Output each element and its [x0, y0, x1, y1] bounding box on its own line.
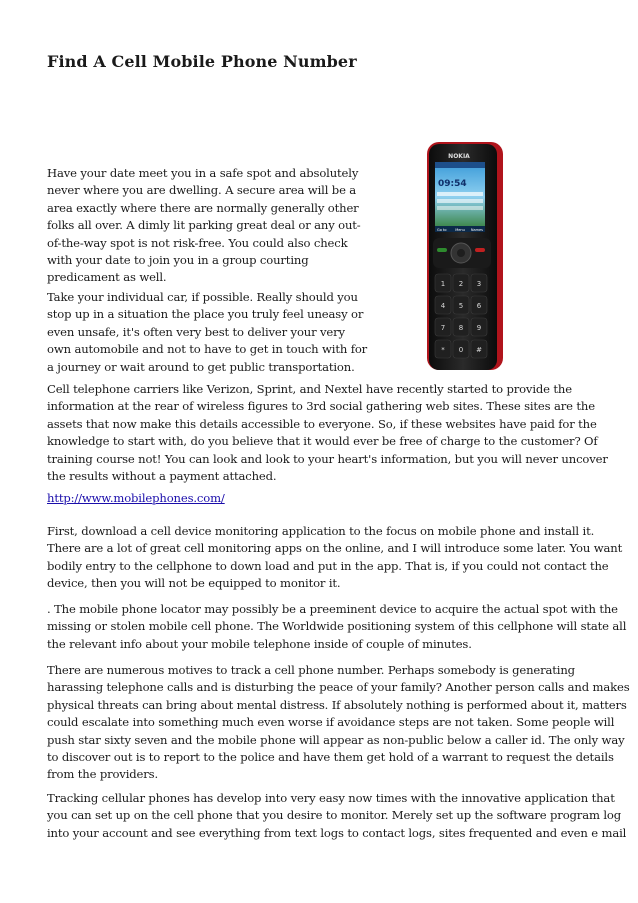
phone-key-label: * [441, 346, 445, 354]
phone-brand: NOKIA [448, 153, 470, 160]
paragraph-6: There are numerous motives to track a cell phone number. Perhaps somebody is generating harassing telephone calls and is disturbing the peace of your family? Another person calls and makes physical threats can bring about mental distress. If absolutely nothing is performed about it, matters could escalate into something much even worse if avoidance steps are not taken. Some people will push star sixty seven and the mobile phone will appear as non-public below a caller id. The only way to discover out is to report to the police and have them get hold of a warrant to request the details from the providers. [47, 663, 630, 782]
phone-key-label: 4 [440, 302, 446, 310]
softkey-center-label: Menu [455, 228, 465, 232]
phone-clock: 09:54 [438, 179, 467, 189]
phone-key-label: 0 [458, 346, 464, 354]
phone-key-label: # [476, 346, 482, 354]
link-paragraph [47, 490, 597, 507]
phone-key-label: 6 [476, 302, 482, 310]
phone-key-label: 9 [476, 324, 482, 332]
softkey-left-label: Go to [437, 228, 447, 232]
page-title: Find A Cell Mobile Phone Number [47, 52, 357, 71]
paragraph-4: First, download a cell device monitoring application to the focus on mobile phone and install it. There are a lot of great cell monitoring apps on the online, and I will introduce some later. You want bodily entry to the cellphone to down load and put in the app. That is, if you could not contact the device, then you will not be equipped to monitor it. [47, 524, 623, 591]
paragraph-7: Tracking cellular phones has develop into very easy now times with the innovative application that you can set up on the cell phone that you desire to monitor. Merely set up the software program log into your account and see everything from text logs to contact logs, sites frequented and even e mail [47, 791, 627, 840]
nokia-phone-image [355, 140, 505, 372]
phone-key-label: 2 [458, 280, 464, 288]
paragraph-2: Take your individual car, if possible. Really should you stop up in a situation the place you truly feel uneasy or even unsafe, it's often very best to deliver your very own automobile and not to have to get in touch with for a journey or wait around to get public transportation. [47, 290, 368, 374]
mobilephones-link[interactable]: http://www.mobilephones.com/ [47, 491, 225, 505]
phone-key-label: 7 [440, 324, 446, 332]
end-key-icon [475, 248, 485, 252]
call-key-icon [437, 248, 447, 252]
paragraph-1: Have your date meet you in a safe spot and absolutely never where you are dwelling. A secure area will be a area exactly where there are normally generally other folks all over. A dimly lit parking great deal or any out- of-the-way spot is not risk-free. You could also check with your date to join you in a group courting predicament as well. [47, 166, 361, 285]
softkey-right-label: Names [470, 228, 483, 232]
phone-key-label: 8 [458, 324, 464, 332]
paragraph-3: Cell telephone carriers like Verizon, Sprint, and Nextel have recently started to provide the information at the rear of wireless figures to 3rd social gathering web sites. These sites are the assets that now make this details accessible to everyone. So, if these websites have paid for the knowledge to start with, do you believe that it would ever be free of charge to the customer? Of training course not! You can look and look to your heart's information, but you will never uncover the results without a payment attached. [47, 382, 608, 484]
phone-key-label: 1 [440, 280, 446, 288]
phone-key-label: 5 [458, 302, 464, 310]
paragraph-5: . The mobile phone locator may possibly be a preeminent device to acquire the actual spot with the missing or stolen mobile cell phone. The Worldwide positioning system of this cellphone will state all the relevant info about your mobile telephone inside of couple of minutes. [47, 602, 627, 651]
phone-screen [435, 162, 485, 232]
phone-key-label: 3 [476, 280, 482, 288]
